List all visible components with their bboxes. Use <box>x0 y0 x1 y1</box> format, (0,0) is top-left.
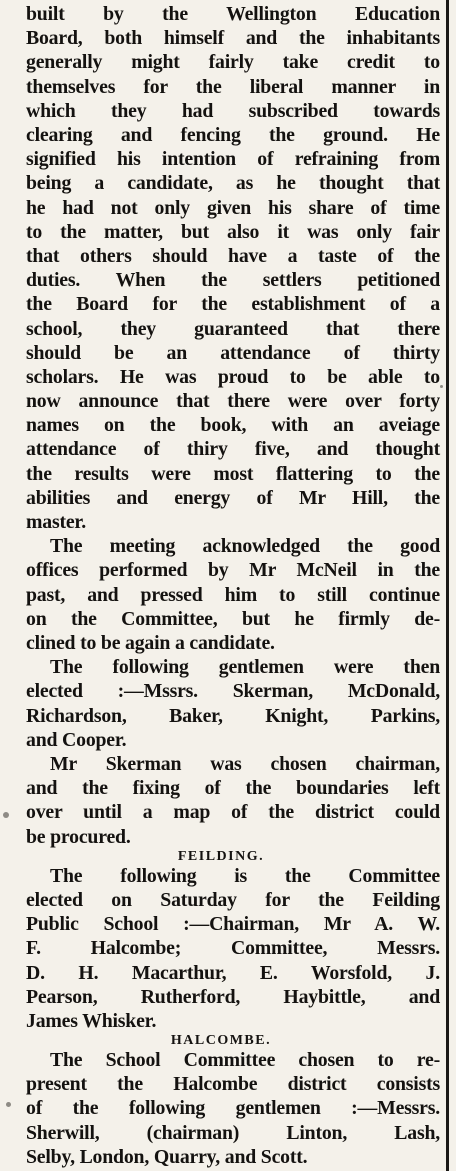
text-line: over until a map of the district could <box>26 801 440 824</box>
text-line: F. Halcombe; Committee, Messrs. <box>26 937 440 960</box>
text-line: Richardson, Baker, Knight, Parkins, <box>26 704 440 727</box>
text-line: The meeting acknowledged the good <box>50 535 440 558</box>
text-line: being a candidate, as he thought that <box>26 172 440 195</box>
text-line: should be an attendance of thirty <box>26 341 440 364</box>
text-line: attendance of thiry five, and thought <box>26 438 440 461</box>
text-line: generally might fairly take credit to <box>26 51 440 74</box>
text-line: be procured. <box>26 825 131 848</box>
text-line: names on the book, with an aveiage <box>26 414 440 437</box>
text-line: Sherwill, (chairman) Linton, Lash, <box>26 1121 440 1144</box>
text-line: he had not only given his share of time <box>26 196 440 219</box>
text-line: clearing and fencing the ground. He <box>26 124 440 146</box>
text-line: the results were most flattering to the <box>26 462 440 485</box>
text-line: abilities and energy of Mr Hill, the <box>26 486 440 509</box>
text-line: on the Committee, but he firmly de- <box>26 607 440 630</box>
text-line: now announce that there were over forty <box>26 390 440 413</box>
column-rule <box>446 0 449 1171</box>
text-line: Mr Skerman was chosen chairman, <box>50 752 440 775</box>
text-line: elected :—Mssrs. Skerman, McDonald, <box>26 680 440 703</box>
print-speck <box>6 1102 11 1107</box>
text-line: D. H. Macarthur, E. Worsfold, J. <box>26 961 440 984</box>
text-line: Pearson, Rutherford, Haybittle, and <box>26 985 440 1008</box>
text-line: present the Halcombe district consists <box>26 1073 440 1096</box>
text-line: past, and pressed him to still continue <box>26 583 440 606</box>
text-line: Public School :—Chairman, Mr A. W. <box>26 913 440 936</box>
text-line: to the matter, but also it was only fair <box>26 220 440 243</box>
text-line: school, they guaranteed that there <box>26 317 440 340</box>
section-heading-halcombe: HALCOMBE. <box>170 1033 272 1049</box>
text-line: signified his intention of refraining from <box>26 148 440 171</box>
text-line: James Whisker. <box>26 1009 157 1032</box>
text-line: of the following gentlemen :—Messrs. <box>26 1097 440 1120</box>
section-heading-feilding: FEILDING. <box>177 848 265 864</box>
text-line: and the fixing of the boundaries left <box>26 777 440 800</box>
text-line: master. <box>26 511 86 533</box>
text-line: and Cooper. <box>26 728 127 751</box>
text-line: the Board for the establishment of a <box>26 293 440 316</box>
text-line: built by the Wellington Education <box>26 3 440 25</box>
text-line: scholars. He was proud to be able to <box>26 365 440 388</box>
text-line: The following gentlemen were then <box>50 656 440 679</box>
text-line: Board, both himself and the inhabitants <box>26 27 440 50</box>
print-speck <box>3 812 9 818</box>
text-line: elected on Saturday for the Feilding <box>26 888 440 911</box>
text-line: duties. When the settlers petitioned <box>26 269 440 292</box>
text-line: The following is the Committee <box>50 864 440 887</box>
text-line: that others should have a taste of the <box>26 244 440 267</box>
text-line: themselves for the liberal manner in <box>26 75 440 98</box>
text-line: Selby, London, Quarry, and Scott. <box>26 1145 308 1168</box>
text-line: offices performed by Mr McNeil in the <box>26 559 440 582</box>
text-line: clined to be again a candidate. <box>26 632 275 654</box>
text-line: The School Committee chosen to re- <box>50 1049 440 1071</box>
print-speck <box>440 385 443 388</box>
text-line: which they had subscribed towards <box>26 99 440 122</box>
